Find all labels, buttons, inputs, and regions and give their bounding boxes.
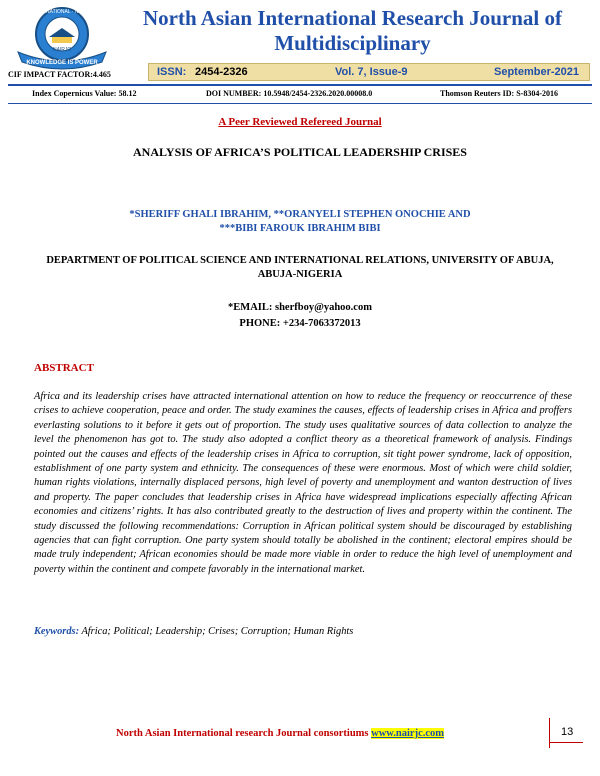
keywords	[34, 626, 572, 637]
phone: PHONE: +234-7063372013	[239, 318, 361, 329]
doi-number: DOI NUMBER: 10.5948/2454-2326.2020.00008.0	[206, 89, 373, 98]
email: *EMAIL: sherfboy@yahoo.com	[228, 302, 372, 313]
issn-value: 2454-2326	[195, 66, 248, 78]
index-copernicus: Index Copernicus Value: 58.12	[32, 89, 137, 98]
cif-impact-factor: CIF IMPACT FACTOR:4.465	[8, 70, 111, 79]
footer-text: North Asian International research Journal consortiums	[116, 728, 369, 739]
abstract-body: Africa and its leadership crises have attracted international attention on how to reduce the frequency or reoccurrence of these crises to achieve cooperation, peace and order. The study examines the causes, effects of leadership crises in Africa and proffers everlasting solutions to it before it gets out of proportion. The study uses qualitative sources of data collection to analyze the level the phenomenon has got to. The study also adopted a conflict theory as a theoretical framework of analysis. Findings pointed out the causes and effects of the leadership crises in Africa to corruption, sit tight power syndrome, lack of opposition, establishment of one party system and ethnicity. The consequences of these were enormous. Most of which were child soldier, human rights violations, internally displaced persons, high level of poverty and unemployment and wanton destruction of lives and property. The paper concludes that leadership crises in Africa have widespread implications especially affecting African economies and citizens’ rights. It has also contributed greatly to the destruction of lives and property within the continent. The study discussed the following recommendations: Corruption in African political system should be discouraged by establishing agencies that can fight corruption. One party system should totally be abolished in the continent; electoral empires should be made truly independent; African economies should be made more viable in order to reduce the high level of unemployment and poverty within the continent and compete favorably in the international market.	[34, 391, 572, 575]
issn-bar	[148, 63, 590, 81]
volume-issue: Vol. 7, Issue-9	[335, 66, 408, 78]
authors-line-1: *SHERIFF GHALI IBRAHIM, **ORANYELI STEPHEN ONOCHIE AND	[129, 209, 471, 220]
issue-date: September-2021	[494, 66, 579, 78]
journal-logo	[10, 4, 114, 70]
svg-text:NAIRJC: NAIRJC	[52, 47, 72, 53]
header-rule-top	[8, 84, 592, 86]
thomson-reuters-id: Thomson Reuters ID: S-8304-2016	[440, 89, 558, 98]
authors	[40, 208, 560, 236]
footer	[116, 728, 444, 739]
page-number-divider	[549, 718, 550, 748]
peer-reviewed-label: A Peer Reviewed Refereed Journal	[218, 116, 382, 128]
svg-text:INTERNATIONAL · NAIRJC: INTERNATIONAL · NAIRJC	[31, 9, 93, 15]
header-rule-bottom	[8, 103, 592, 104]
keywords-list: Africa; Political; Leadership; Crises; Corruption; Human Rights	[81, 626, 354, 637]
issn-label: ISSN:	[157, 66, 187, 78]
page-number-rule	[549, 742, 583, 743]
contact-info	[0, 300, 600, 332]
keywords-label: Keywords:	[34, 626, 80, 637]
authors-line-2: ***BIBI FAROUK IBRAHIM BIBI	[219, 223, 381, 234]
page-number: 13	[561, 726, 574, 738]
svg-text:KNOWLEDGE IS POWER: KNOWLEDGE IS POWER	[26, 60, 98, 66]
department: DEPARTMENT OF POLITICAL SCIENCE AND INTERNATIONAL RELATIONS, UNIVERSITY OF ABUJA, ABUJA-NIGERIA	[46, 255, 554, 280]
article-title: ANALYSIS OF AFRICA’S POLITICAL LEADERSHIP CRISES	[133, 145, 467, 159]
abstract-heading: ABSTRACT	[34, 362, 94, 374]
footer-url-link[interactable]: www.nairjc.com	[371, 728, 445, 739]
journal-title: North Asian International Research Journal of Multidisciplinary	[142, 6, 563, 55]
